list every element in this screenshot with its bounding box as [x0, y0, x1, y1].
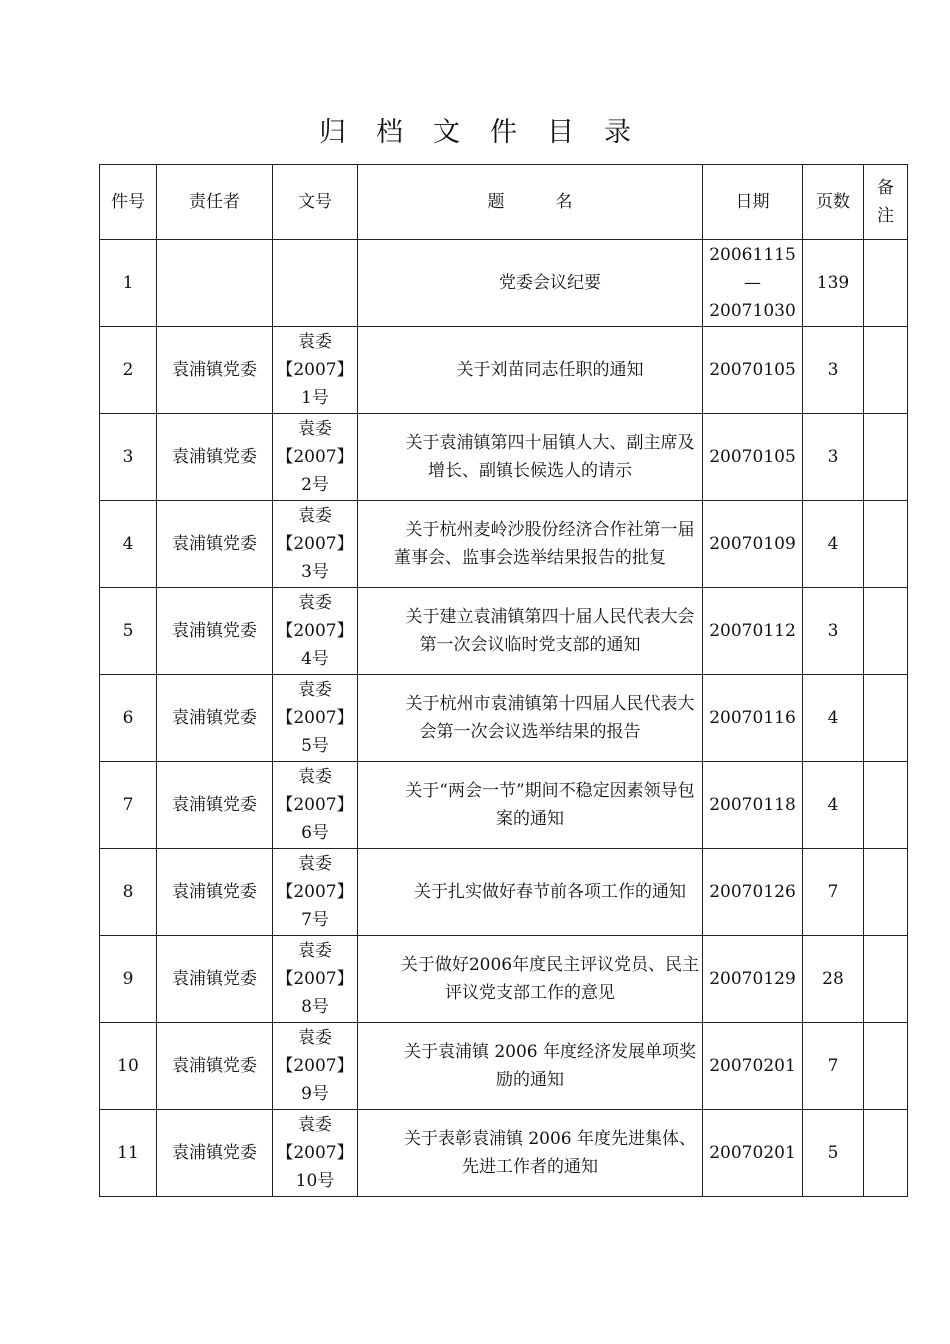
- cell-item-no: 5: [100, 588, 157, 675]
- cell-remark: [864, 762, 908, 849]
- cell-doc-no: [273, 1023, 358, 1110]
- cell-doc-no: [273, 675, 358, 762]
- header-remark-char-2: 注: [877, 206, 894, 226]
- doc-title-text: 关于杭州麦岭沙股份经济合作社第一届董事会、监事会选举结果报告的批复: [394, 520, 695, 568]
- date-line-2: —: [744, 273, 761, 293]
- cell-item-no: 9: [100, 936, 157, 1023]
- cell-item-no: 11: [100, 1110, 157, 1197]
- doc-no-year: 【2007】: [276, 708, 354, 728]
- doc-title-text: 关于表彰袁浦镇 2006 年度先进集体、先进工作者的通知: [403, 1129, 697, 1177]
- cell-pages: 4: [803, 675, 864, 762]
- cell-item-no: 10: [100, 1023, 157, 1110]
- cell-doc-title: [358, 849, 703, 936]
- cell-doc-no: [273, 936, 358, 1023]
- cell-date: [703, 1023, 803, 1110]
- doc-no-year: 【2007】: [276, 360, 354, 380]
- cell-item-no: 3: [100, 414, 157, 501]
- archive-catalog-table: [99, 164, 908, 1197]
- date-line-1: 20070105: [709, 360, 796, 380]
- cell-responsible: 袁浦镇党委: [157, 1023, 273, 1110]
- cell-item-no: 1: [100, 240, 157, 327]
- cell-responsible: 袁浦镇党委: [157, 1110, 273, 1197]
- cell-pages: 3: [803, 327, 864, 414]
- cell-doc-no: [273, 762, 358, 849]
- date-line-1: 20070105: [709, 447, 796, 467]
- cell-doc-no: [273, 240, 358, 327]
- cell-pages: 7: [803, 849, 864, 936]
- cell-date: [703, 588, 803, 675]
- cell-responsible: 袁浦镇党委: [157, 414, 273, 501]
- table-body: [100, 240, 908, 1197]
- cell-doc-no: [273, 849, 358, 936]
- header-doc-title: 题 名: [358, 165, 703, 240]
- cell-doc-title: [358, 588, 703, 675]
- cell-item-no: 6: [100, 675, 157, 762]
- cell-pages: 3: [803, 414, 864, 501]
- doc-no-prefix: 袁委: [298, 680, 332, 700]
- cell-doc-no: [273, 327, 358, 414]
- cell-responsible: 袁浦镇党委: [157, 501, 273, 588]
- doc-no-year: 【2007】: [276, 795, 354, 815]
- cell-doc-title: [358, 1023, 703, 1110]
- doc-no-prefix: 袁委: [298, 1115, 332, 1135]
- cell-remark: [864, 501, 908, 588]
- cell-doc-title: [358, 675, 703, 762]
- header-row: [100, 165, 908, 240]
- doc-title-text: 关于建立袁浦镇第四十届人民代表大会第一次会议临时党支部的通知: [405, 607, 695, 655]
- header-responsible: 责任者: [157, 165, 273, 240]
- doc-no-prefix: 袁委: [298, 1028, 332, 1048]
- doc-no-number: 3号: [301, 562, 329, 582]
- cell-date: [703, 762, 803, 849]
- doc-no-number: 9号: [301, 1084, 329, 1104]
- date-line-1: 20070116: [709, 708, 796, 728]
- cell-responsible: 袁浦镇党委: [157, 936, 273, 1023]
- date-line-3: 20071030: [709, 301, 796, 321]
- cell-date: [703, 414, 803, 501]
- cell-doc-no: [273, 414, 358, 501]
- date-line-1: 20070126: [709, 882, 796, 902]
- doc-no-number: 6号: [301, 823, 329, 843]
- doc-no-year: 【2007】: [276, 447, 354, 467]
- cell-pages: 4: [803, 501, 864, 588]
- doc-no-prefix: 袁委: [298, 593, 332, 613]
- cell-item-no: 2: [100, 327, 157, 414]
- doc-title-text: 关于扎实做好春节前各项工作的通知: [414, 882, 686, 902]
- date-line-1: 20070112: [709, 621, 796, 641]
- page-title: 归档文件目录: [319, 117, 661, 148]
- cell-pages: 5: [803, 1110, 864, 1197]
- table-row: [100, 414, 908, 501]
- table-row: [100, 849, 908, 936]
- cell-responsible: 袁浦镇党委: [157, 588, 273, 675]
- date-line-1: 20070201: [709, 1143, 796, 1163]
- table-row: [100, 1110, 908, 1197]
- doc-title-text: 关于杭州市袁浦镇第十四届人民代表大会第一次会议选举结果的报告: [405, 694, 695, 742]
- cell-date: [703, 501, 803, 588]
- cell-responsible: 袁浦镇党委: [157, 762, 273, 849]
- doc-no-year: 【2007】: [276, 1056, 354, 1076]
- doc-no-number: 4号: [301, 649, 329, 669]
- cell-doc-no: [273, 588, 358, 675]
- doc-no-number: 1号: [301, 388, 329, 408]
- doc-title-text: 关于袁浦镇第四十届镇人大、副主席及增长、副镇长候选人的请示: [405, 433, 695, 481]
- cell-remark: [864, 240, 908, 327]
- cell-date: [703, 240, 803, 327]
- cell-responsible: 袁浦镇党委: [157, 849, 273, 936]
- cell-date: [703, 1110, 803, 1197]
- cell-remark: [864, 1023, 908, 1110]
- doc-no-year: 【2007】: [276, 969, 354, 989]
- doc-no-year: 【2007】: [276, 534, 354, 554]
- header-remark-char-1: 备: [877, 178, 894, 198]
- cell-responsible: 袁浦镇党委: [157, 327, 273, 414]
- doc-no-number: 10号: [295, 1171, 335, 1191]
- header-item-no: 件号: [100, 165, 157, 240]
- doc-title-text: 关于刘苗同志任职的通知: [456, 360, 644, 380]
- header-doc-no: 文号: [273, 165, 358, 240]
- cell-date: [703, 849, 803, 936]
- header-pages: 页数: [803, 165, 864, 240]
- cell-pages: 3: [803, 588, 864, 675]
- cell-doc-title: [358, 501, 703, 588]
- doc-no-number: 2号: [301, 475, 329, 495]
- cell-date: [703, 327, 803, 414]
- cell-remark: [864, 414, 908, 501]
- table-row: [100, 327, 908, 414]
- doc-no-prefix: 袁委: [298, 854, 332, 874]
- cell-item-no: 4: [100, 501, 157, 588]
- cell-responsible: [157, 240, 273, 327]
- table-row: [100, 675, 908, 762]
- doc-no-year: 【2007】: [276, 882, 354, 902]
- cell-remark: [864, 1110, 908, 1197]
- date-line-1: 20070109: [709, 534, 796, 554]
- doc-no-number: 5号: [301, 736, 329, 756]
- table-row: [100, 501, 908, 588]
- doc-title-text: 党委会议纪要: [499, 273, 601, 293]
- cell-item-no: 8: [100, 849, 157, 936]
- doc-no-prefix: 袁委: [298, 767, 332, 787]
- cell-remark: [864, 327, 908, 414]
- doc-no-prefix: 袁委: [298, 332, 332, 352]
- cell-doc-title: [358, 240, 703, 327]
- cell-doc-title: [358, 936, 703, 1023]
- doc-no-number: 7号: [301, 910, 329, 930]
- cell-remark: [864, 936, 908, 1023]
- doc-title-text: 关于“两会一节”期间不稳定因素领导包案的通知: [405, 781, 695, 829]
- cell-doc-title: [358, 762, 703, 849]
- table-row: [100, 762, 908, 849]
- table-row: [100, 1023, 908, 1110]
- doc-no-number: 8号: [301, 997, 329, 1017]
- cell-remark: [864, 675, 908, 762]
- doc-no-prefix: 袁委: [298, 941, 332, 961]
- table-row: [100, 240, 908, 327]
- cell-pages: 139: [803, 240, 864, 327]
- cell-remark: [864, 849, 908, 936]
- table-row: [100, 588, 908, 675]
- date-line-1: 20061115: [709, 245, 796, 265]
- cell-remark: [864, 588, 908, 675]
- cell-doc-title: [358, 1110, 703, 1197]
- cell-date: [703, 936, 803, 1023]
- cell-doc-title: [358, 327, 703, 414]
- doc-title-text: 关于袁浦镇 2006 年度经济发展单项奖励的通知: [403, 1042, 697, 1090]
- date-line-1: 20070201: [709, 1056, 796, 1076]
- cell-pages: 7: [803, 1023, 864, 1110]
- cell-doc-title: [358, 414, 703, 501]
- date-line-1: 20070118: [709, 795, 796, 815]
- header-remark: [864, 165, 908, 240]
- cell-doc-no: [273, 501, 358, 588]
- date-line-1: 20070129: [709, 969, 796, 989]
- cell-responsible: 袁浦镇党委: [157, 675, 273, 762]
- cell-date: [703, 675, 803, 762]
- cell-item-no: 7: [100, 762, 157, 849]
- doc-no-year: 【2007】: [276, 1143, 354, 1163]
- cell-pages: 28: [803, 936, 864, 1023]
- header-date: 日期: [703, 165, 803, 240]
- doc-no-year: 【2007】: [276, 621, 354, 641]
- doc-no-prefix: 袁委: [298, 419, 332, 439]
- doc-title-text: 关于做好2006年度民主评议党员、民主评议党支部工作的意见: [400, 955, 700, 1003]
- table-row: [100, 936, 908, 1023]
- doc-no-prefix: 袁委: [298, 506, 332, 526]
- cell-pages: 4: [803, 762, 864, 849]
- cell-doc-no: [273, 1110, 358, 1197]
